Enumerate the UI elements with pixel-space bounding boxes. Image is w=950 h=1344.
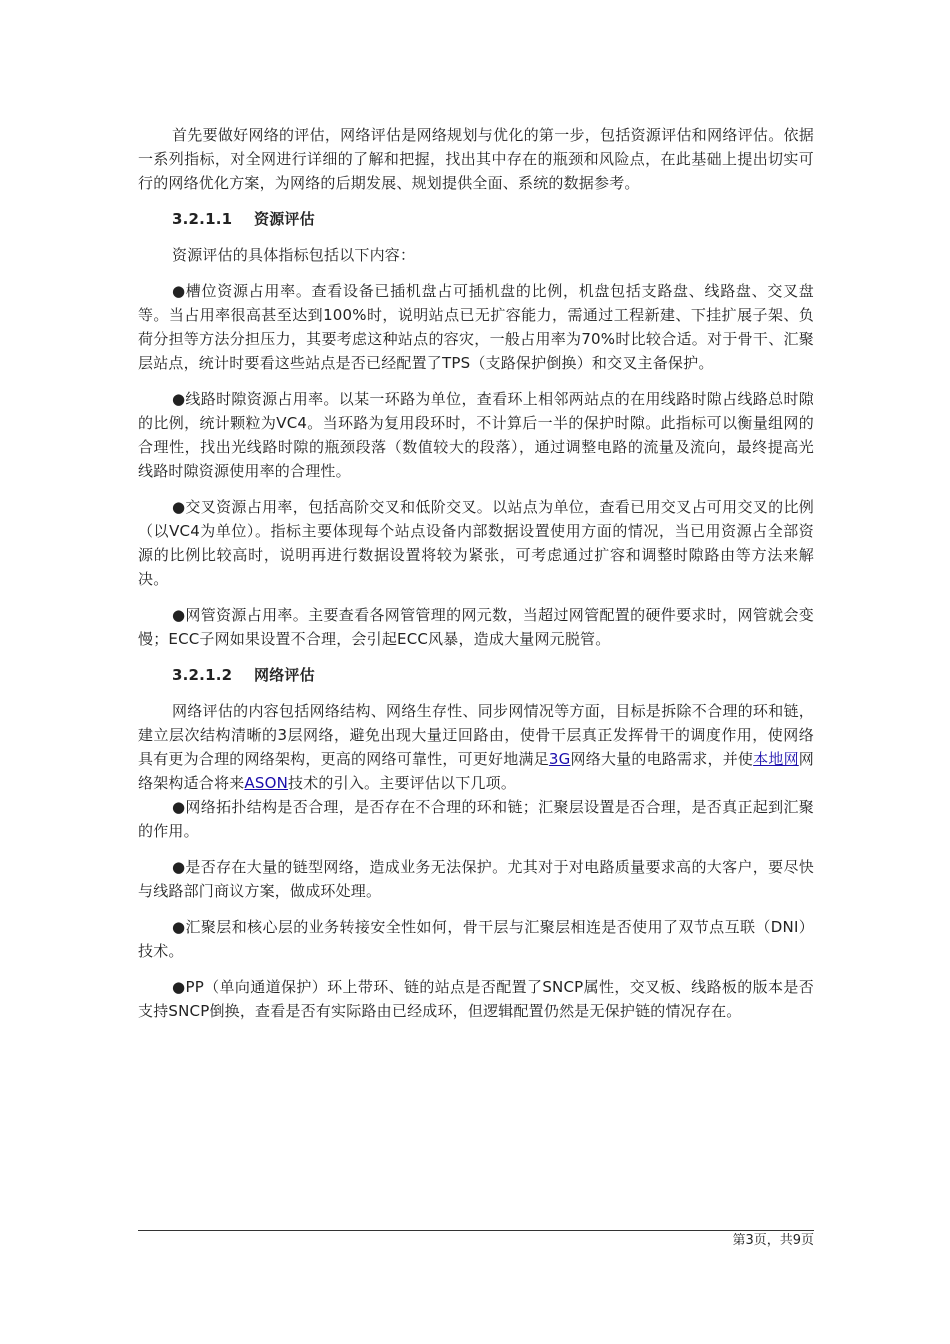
- section-heading-network: [138, 663, 814, 687]
- bullet-paragraph: ●汇聚层和核心层的业务转接安全性如何，骨干层与汇聚层相连是否使用了双节点互联（DNI）技术。: [138, 918, 814, 960]
- intro-paragraph: 首先要做好网络的评估，网络评估是网络规划与优化的第一步，包括资源评估和网络评估。依据一系列指标，对全网进行详细的了解和把握，找出其中存在的瓶颈和风险点，在此基础上提出切实可行的网络优化方案，为网络的后期发展、规划提供全面、系统的数据参考。: [138, 126, 814, 192]
- link-ason[interactable]: ASON: [244, 774, 289, 792]
- document-body: [138, 123, 814, 1035]
- section-title: 网络评估: [254, 666, 315, 684]
- bullet-paragraph: ●线路时隙资源占用率。以某一环路为单位，查看环上相邻两站点的在用线路时隙占线路总时隙的比例，统计颗粒为VC4。当环路为复用段环时，不计算后一半的保护时隙。此指标可以衡量组网的合理性，找出光线路时隙的瓶颈段落（数值较大的段落），通过调整电路的流量及流向，最终提高光线路时隙资源使用率的合理性。: [138, 390, 814, 480]
- page-number: 第3页，共9页: [732, 1233, 814, 1248]
- lead-text: 技术的引入。主要评估以下几项。: [288, 774, 517, 792]
- lead-text: 网络架构适合将来: [138, 750, 814, 792]
- bullet-paragraph: ●槽位资源占用率。查看设备已插机盘占可插机盘的比例，机盘包括支路盘、线路盘、交叉盘等。当占用率很高甚至达到100%时，说明站点已无扩容能力，需通过工程新建、下挂扩展子架、负荷分担等方法分担压力，其要考虑这种站点的容灾，一般占用率为70%时比较合适。对于骨干、汇聚层站点，统计时要看这些站点是否已经配置了TPS（支路保护倒换）和交叉主备保护。: [138, 282, 814, 372]
- bullet-paragraph: ●交叉资源占用率，包括高阶交叉和低阶交叉。以站点为单位，查看已用交叉占可用交叉的比例（以VC4为单位）。指标主要体现每个站点设备内部数据设置使用方面的情况，当已用资源占全部资源的比例比较高时，说明再进行数据设置将较为紧张，可考虑通过扩容和调整时隙路由等方法来解决。: [138, 498, 814, 588]
- section-heading-resource: [138, 207, 814, 231]
- section-number: 3.2.1.2: [172, 666, 233, 684]
- section-title: 资源评估: [254, 210, 315, 228]
- link-local-network[interactable]: 本地网: [753, 750, 799, 768]
- bullet-paragraph: ●是否存在大量的链型网络，造成业务无法保护。尤其对于对电路质量要求高的大客户，要尽快与线路部门商议方案，做成环处理。: [138, 858, 814, 900]
- footer-divider: [138, 1230, 814, 1231]
- section-lead: 资源评估的具体指标包括以下内容：: [172, 246, 416, 264]
- bullet-paragraph: ●网络拓扑结构是否合理，是否存在不合理的环和链；汇聚层设置是否合理，是否真正起到汇聚的作用。: [138, 798, 814, 840]
- bullet-paragraph: ●PP（单向通道保护）环上带环、链的站点是否配置了SNCP属性，交叉板、线路板的版本是否支持SNCP倒换，查看是否有实际路由已经成环，但逻辑配置仍然是无保护链的情况存在。: [138, 978, 814, 1020]
- lead-text: 网络评估的内容包括网络结构、网络生存性、同步网情况等方面，目标是拆除不合理的环和链，建立层次结构清晰的3层网络，避免出现大量迂回路由，使骨干层真正发挥骨干的调度作用，使网络具有更为合理的网络架构，更高的网络可靠性，可更好地满足: [138, 702, 814, 768]
- lead-text: 网络大量的电路需求，并使: [570, 750, 754, 768]
- section-number: 3.2.1.1: [172, 210, 233, 228]
- bullet-paragraph: ●网管资源占用率。主要查看各网管管理的网元数，当超过网管配置的硬件要求时，网管就会变慢；ECC子网如果设置不合理，会引起ECC风暴，造成大量网元脱管。: [138, 606, 814, 648]
- section-lead-paragraph: [138, 699, 814, 795]
- link-3g[interactable]: 3G: [548, 750, 571, 768]
